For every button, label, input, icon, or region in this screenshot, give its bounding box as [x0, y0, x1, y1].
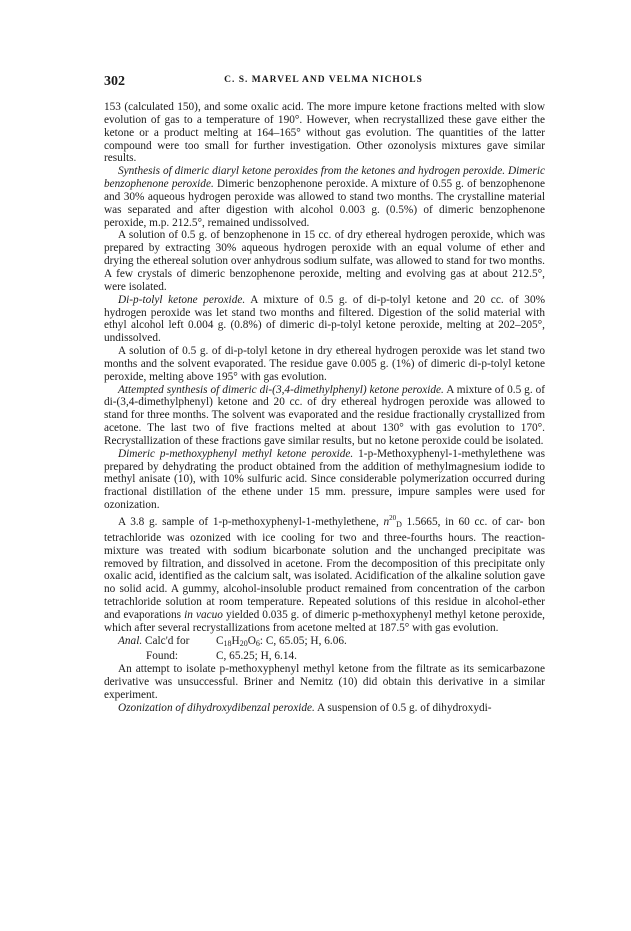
formula-c-count: 18	[223, 638, 232, 648]
found-label: Found:	[146, 650, 179, 663]
paragraph-7	[104, 448, 545, 512]
formula-h-count: 20	[239, 638, 248, 648]
subheading-methoxy: Dimeric p-methoxyphenyl methyl ketone peroxide.	[118, 447, 354, 460]
calcd-values-cell: $C_{18}H_{20}O_6$: C, 65.05; H, 6.06.	[216, 634, 347, 648]
calcd-label: Calc'd for	[142, 634, 190, 647]
analysis-found-row	[104, 650, 545, 663]
refractive-index-temp: 20	[389, 514, 397, 522]
page-header	[104, 74, 543, 90]
paragraph-4	[104, 294, 545, 345]
paragraph-8-tail: yielded 0.035 g. of dimeric p-methoxyphenyl methyl ketone peroxide, which after several recrystallizations from acetone melted at 187.5° with gas evolution.	[104, 608, 545, 634]
formula-o-count: 6	[255, 638, 260, 648]
paragraph-2-text: Dimeric benzophenone peroxide. A mixture of 0.55 g. of benzophenone and 30% aqueous hydrogen peroxide was allowed to stand two months. The crystalline material was separated and after digestion with alcohol 0.003 g. (0.5%) of dimeric benzophenone peroxide, m.p. 212.5°, remained undissolved.	[104, 178, 545, 229]
paragraph-10-text: A suspension of 0.5 g. of dihydroxydi-	[317, 701, 492, 714]
paragraph-5: A solution of 0.5 g. of di-p-tolyl ketone in dry ethereal hydrogen peroxide was let stand two months and the solvent evaporated. The residue gave 0.005 g. (1%) of dimeric di-p-tolyl ketone peroxide, melting above 195° with gas evolution.	[104, 345, 545, 383]
analysis-label-cell	[104, 635, 216, 651]
formula-o: O	[247, 634, 256, 647]
paragraph-8	[104, 512, 545, 635]
formula	[216, 635, 260, 647]
analysis-label: Anal.	[118, 634, 143, 647]
paragraph-10	[104, 702, 545, 715]
in-vacuo: in vacuo	[184, 608, 223, 621]
paragraph-6	[104, 384, 545, 448]
paragraph-6-text: A mixture of 0.5 g. of di-(3,4-dimethylphenyl) ketone and 20 cc. of dry ethereal hydrogen peroxide was allowed to stand for three months. The solvent was evaporated and the residue fractionally crystallized from acetone. The last two of five fractions melted at about 130° with gas evolution to 170°. Recrystallization of these fractions gave similar results, but no ketone peroxide could be isolated.	[104, 383, 545, 447]
paragraph-8-text: bon tetrachloride was ozonized with ice cooling for two and three-fourths hours. The reaction-mixture was treated with sodium bicarbonate solution and the unchanged precipitate was removed by filtration, and dissolved in acetone. From the decomposition of this precipitate only oxalic acid, identified as the calcium salt, was isolated. Acidification of the alkaline solution gave no solid acid. A gummy, alcohol-insoluble product remained from concentration of the carbon tetrachloride solution at room temperature. Repeated solutions of this residue in alcohol-ether and evaporations	[104, 516, 546, 621]
paragraph-8-lead-tail: 1.5665, in 60 cc. of car-	[401, 516, 524, 528]
page-number: 302	[104, 74, 125, 89]
section-heading-synthesis: Synthesis of dimeric diaryl ketone peroxides from the ketones and hydrogen peroxide.	[118, 165, 506, 178]
subheading-ozonization: Ozonization of dihydroxydibenzal peroxide.	[118, 701, 315, 714]
calcd-values: C, 65.05; H, 6.06.	[265, 634, 347, 647]
analysis-calcd-row	[104, 635, 545, 651]
paragraph-3: A solution of 0.5 g. of benzophenone in 15 cc. of dry ethereal hydrogen peroxide, which was prepared by extracting 30% aqueous hydrogen peroxide with an equal volume of ether and drying the ethereal solution over anhydrous sodium sulfate, was allowed to stand for two months. A few crystals of dimeric benzophenone peroxide, melting and evolving gas at about 212.5°, were isolated.	[104, 229, 545, 293]
found-values: C, 65.25; H, 6.14.	[216, 650, 297, 663]
paragraph-4-text: A mixture of 0.5 g. of di-p-tolyl ketone and 20 cc. of 30% hydrogen peroxide was let stand two months and filtered. Digestion of the solid material with ethyl alcohol left 0.004 g. (0.8%) of dimeric di-p-tolyl ketone peroxide, melting at 202–205°, undissolved.	[104, 293, 546, 345]
formula-c: C	[216, 634, 224, 647]
subheading-dimeric-benzophenone: Dimeric benzophenone peroxide.	[104, 165, 545, 191]
subheading-dimethylphenyl: Attempted synthesis of dimeric di-(3,4-dimethylphenyl) ketone peroxide.	[118, 383, 444, 396]
refractive-index-line: D	[396, 520, 402, 529]
paragraph-8-lead: A 3.8 g. sample of 1-p-methoxyphenyl-1-methylethene,	[118, 516, 384, 528]
paragraph-2	[104, 165, 545, 229]
running-head: C. S. MARVEL AND VELMA NICHOLS	[224, 75, 423, 85]
refractive-index-symbol: n	[383, 516, 390, 528]
paragraph-1: 153 (calculated 150), and some oxalic acid. The more impure ketone fractions melted with slow evolution of gas to a temperature of 190°. However, when recrystallized these gave either the ketone or a product melting at 164–165° without gas evolution. The quantities of the latter compound were too small for further investigation. Other ozonolysis mixtures gave similar results.	[104, 101, 545, 165]
paragraph-7-text: 1-p-Methoxyphenyl-1-methylethene was prepared by dehydrating the product obtained from the addition of methylmagnesium iodide to methyl anisate (10), with 10% sulfuric acid. Since considerable polymerization occurred during fractional distillation of the ethene under 15 mm. pressure, impure samples were used for ozonization.	[104, 447, 545, 512]
paragraph-9: An attempt to isolate p-methoxyphenyl methyl ketone from the filtrate as its semicarbazone derivative was unsuccessful. Briner and Nemitz (10) did obtain this derivative in a similar experiment.	[104, 663, 545, 701]
formula-h: H	[231, 634, 240, 647]
body-text	[104, 101, 545, 715]
subheading-ditolyl: Di-p-tolyl ketone peroxide.	[118, 293, 246, 306]
